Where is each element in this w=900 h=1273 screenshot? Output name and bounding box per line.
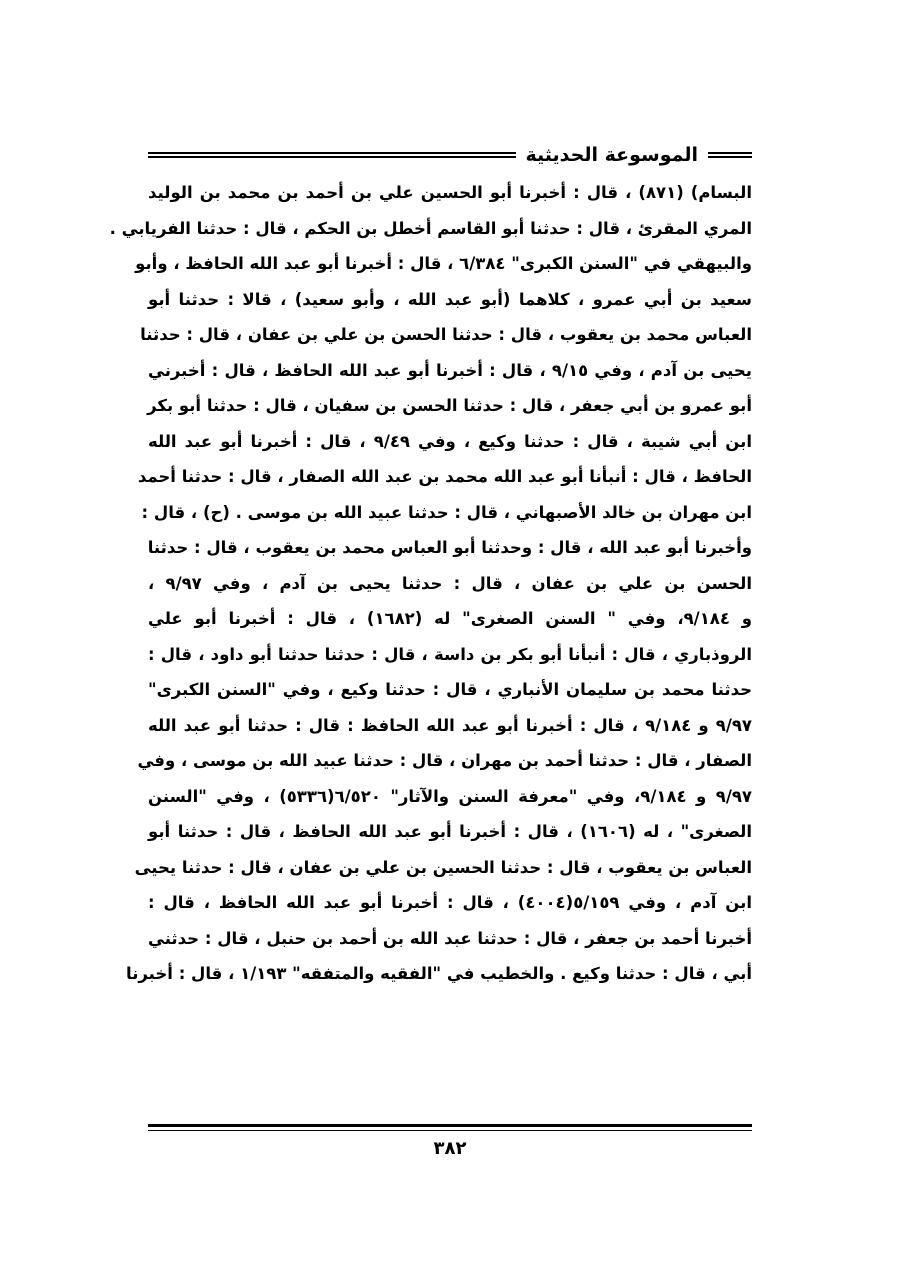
text-line: الصفار ، قال : حدثنا أحمد بن مهران ، قال : حدثنا عبيد الله بن موسى ، وفي (137, 751, 752, 770)
text-line: ٩/٩٧ و ٩/١٨٤، وفي "معرفة السنن والآثار" ٦/٥٢٠(٥٣٣٦) ، وفي "السنن (148, 786, 752, 806)
text-line: البسام) (٨٧١) ، قال : أخبرنا أبو الحسين علي بن أحمد بن محمد بن الوليد (148, 183, 753, 202)
text-line: أخبرنا أحمد بن جعفر ، قال : حدثنا عبد الله بن أحمد بن حنبل ، قال : حدثني (148, 928, 752, 948)
text-line: يحيى بن آدم ، وفي ٩/١٥ ، قال : أخبرنا أبو عبد الله الحافظ ، قال : أخبرني (148, 360, 752, 380)
text-line: ٩/٩٧ و ٩/١٨٤ ، قال : أخبرنا أبو عبد الله الحافظ : قال : حدثنا أبو عبد الله (148, 715, 752, 735)
header-rule-right (708, 152, 752, 158)
text-line: العباس بن يعقوب ، قال : حدثنا الحسين بن علي بن عفان ، قال : حدثنا يحيى (134, 857, 752, 877)
text-line: و ٩/١٨٤، وفي " السنن الصغرى" له (١٦٨٢) ، قال : أخبرنا أبو علي (148, 609, 752, 628)
header-rule-left (148, 152, 516, 158)
page-header (148, 140, 752, 170)
page-title: الموسوعة الحديثية (525, 144, 698, 166)
text-line: ابن مهران بن خالد الأصبهاني ، قال : حدثنا عبيد الله بن موسى . (ح) ، قال : (141, 502, 752, 522)
text-line: والبيهقي في "السنن الكبرى" ٦/٣٨٤ ، قال : أخبرنا أبو عبد الله الحافظ ، وأبو (135, 254, 752, 273)
text-line: المري المقرئ ، قال : حدثنا أبو القاسم أخطل بن الحكم ، قال : حدثنا الفريابي . (109, 218, 752, 238)
text-line: حدثنا محمد بن سليمان الأنباري ، قال : حدثنا وكيع ، وفي "السنن الكبرى" (148, 680, 752, 699)
footer-rule (148, 1124, 752, 1131)
text-line: سعيد بن أبي عمرو ، كلاهما (أبو عبد الله ، وأبو سعيد) ، قالا : حدثنا أبو (148, 289, 752, 309)
text-line: أبي ، قال : حدثنا وكيع . والخطيب في "الفقيه والمتفقه" ١/١٩٣ ، قال : أخبرنا (126, 964, 752, 983)
text-line: وأخبرنا أبو عبد الله ، قال : وحدثنا أبو العباس محمد بن يعقوب ، قال : حدثنا (147, 538, 752, 557)
body-text (109, 175, 753, 992)
text-line: الحافظ ، قال : أنبأنا أبو عبد الله محمد بن عبد الله الصفار ، قال : حدثنا أحمد (137, 467, 752, 486)
page-number: ٣٨٢ (433, 1138, 467, 1159)
text-line: ابن أبي شيبة ، قال : حدثنا وكيع ، وفي ٩/٤٩ ، قال : أخبرنا أبو عبد الله (148, 431, 752, 451)
text-line: ابن آدم ، وفي ٥/١٥٩(٤٠٠٤) ، قال : أخبرنا أبو عبد الله الحافظ ، قال : (148, 893, 752, 912)
text-line: أبو عمرو بن أبي جعفر ، قال : حدثنا الحسن بن سفيان ، قال : حدثنا أبو بكر (147, 396, 752, 415)
text-line: الروذباري ، قال : أنبأنا أبو بكر بن داسة ، قال : حدثنا حدثنا أبو داود ، قال : (148, 644, 752, 664)
text-line: الصغرى" ، له (١٦٠٦) ، قال : أخبرنا أبو عبد الله الحافظ ، قال : حدثنا أبو (148, 822, 752, 841)
text-line: الحسن بن علي بن عفان ، قال : حدثنا يحيى بن آدم ، وفي ٩/٩٧ ، (148, 573, 753, 593)
text-line: العباس محمد بن يعقوب ، قال : حدثنا الحسن بن علي بن عفان ، قال : حدثنا (140, 325, 752, 344)
